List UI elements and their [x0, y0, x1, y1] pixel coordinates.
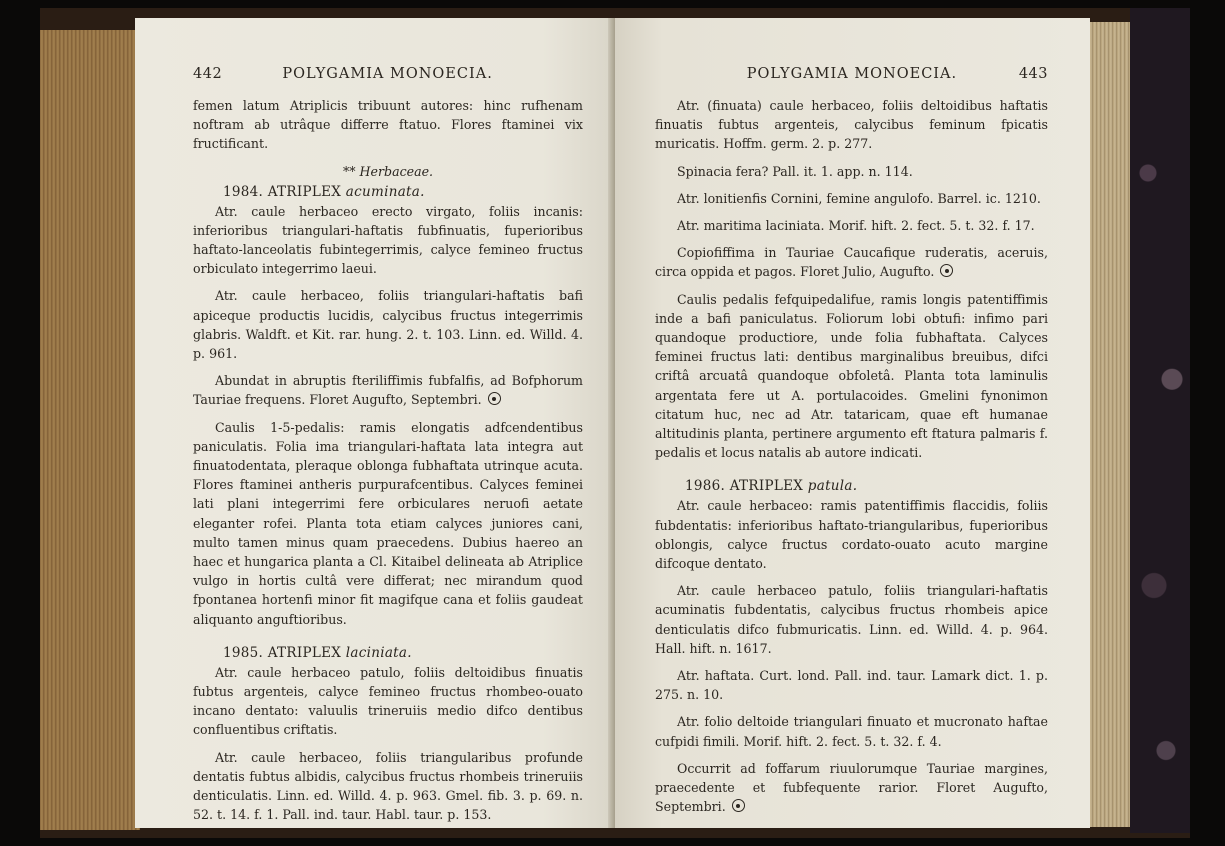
paragraph: Caulis 1-5-pedalis: ramis elongatis adfcendentibus paniculatis. Folia ima triangulari-haftata lata integra aut finuatodentata, pleraque oblonga fubhaftata utrinque acuta. Flores ftaminei antheris purpurafcentibus. Calyces feminei lati plani integerrimi fere orbiculares neruofi aetate eleganter rofei. Planta tota etiam calyces juniores cani, multo tamen minus quam praecedens. Dubius haereo an haec et hungarica planta a Cl. Kitaibel delineata ab Atriplice vulgo in hortis cultâ vere differat; nec mirandum quod fpontanea hortenfi minor fit magifque cana et foliis gaudeat aliquanto anguftioribus. — [193, 419, 583, 627]
paragraph: Atr. (finuata) caule herbaceo, foliis deltoidibus haftatis finuatis fubtus argenteis, calycibus feminum fpicatis muricatis. Hoffm. germ. 2. p. 277. — [655, 98, 1048, 152]
left-page — [135, 18, 615, 828]
species-heading: 1986. ATRIPLEX patula. — [685, 478, 858, 495]
paragraph: Atr. maritima laciniata. Morif. hift. 2. fect. 5. t. 32. f. 17. — [677, 218, 1035, 234]
right-page-edges — [1085, 22, 1135, 827]
paragraph: Copiofiffima in Tauriae Caucafique ruderatis, aceruis, circa oppida et pagos. Floret Julio, Augufto. — [655, 245, 1048, 280]
left-page-edges — [40, 30, 140, 830]
perennial-symbol-icon — [940, 264, 953, 277]
species-heading: 1985. ATRIPLEX laciniata. — [223, 644, 412, 661]
paragraph: Atr. caule herbaceo, foliis triangularibus profunde dentatis fubtus albidis, calycibus fructus rhombeis trineruiis denticulatis. Linn. ed. Willd. 4. p. 963. Gmel. fib. 3. p. 69. n. 52. t. 14. f. 1. Pall. ind. taur. Habl. taur. p. 153. — [193, 749, 583, 823]
left-page-header — [193, 66, 583, 82]
paragraph: femen latum Atriplicis tribuunt autores: hinc rufhenam noftram ab utrâque differre ftatuo. Flores ftaminei vix fructificant. — [193, 98, 583, 152]
right-page — [615, 18, 1090, 828]
right-page-header — [655, 66, 1048, 82]
paragraph: Caulis pedalis fefquipedalifue, ramis longis patentiffimis inde a bafi paniculatus. Foliorum lobi obtufi: infimo pari quandoque productiore, unde folia fubhaftata. Calyces feminei fructus lati: dentibus marginalibus breuibus, difci criftâ arcuatâ quandoque obfoletâ. Planta tota laminulis argentata fere ut A. portulacoides. Gmelini fynonimon citatum huc, nec ad Atr. tataricam, quae eft humanae altitudinis planta, pertinere argumento eft ftatura palmaris f. pedalis et locus natalis ab autore indicati. — [655, 291, 1048, 461]
paragraph: Atr. lonitienfis Cornini, femine angulofo. Barrel. ic. 1210. — [677, 190, 1041, 206]
perennial-symbol-icon — [732, 799, 745, 812]
paragraph: Atr. caule herbaceo: ramis patentiffimis flaccidis, foliis fubdentatis: inferioribus haftato-triangularibus, fuperioribus oblongis, calyce fructus cordato-ouato acuto margine difcoque dentato. — [655, 498, 1048, 572]
perennial-symbol-icon — [488, 392, 501, 405]
paragraph: Atr. folio deltoide triangulari finuato et mucronato haftae cufpidi fimili. Morif. hift. 2. fect. 5. t. 32. f. 4. — [655, 714, 1048, 749]
running-title: POLYGAMIA MONOECIA. — [746, 66, 958, 82]
paragraph: Atr. caule herbaceo erecto virgato, foliis incanis: inferioribus triangulari-haftatis fubfinuatis, fuperioribus haftato-lanceolatis fubintegerrimis, calyce femineo fructus orbiculato integerrimo laeui. — [193, 203, 583, 277]
paragraph: Spinacia fera? Pall. it. 1. app. n. 114. — [677, 163, 913, 179]
paragraph: Atr. caule herbaceo, foliis triangulari-haftatis bafi apiceque productis lucidis, calycibus fructus integerrimis glabris. Waldft. et Kit. rar. hung. 2. t. 103. Linn. ed. Willd. 4. p. 961. — [193, 288, 583, 362]
marbled-cover — [1130, 8, 1190, 833]
paragraph: Atr. caule herbaceo patulo, foliis triangulari-haftatis acuminatis fubdentatis, calycibus fructus rhombeis apice denticulatis difco fubmuricatis. Linn. ed. Willd. 4. p. 964. Hall. hift. n. 1617. — [655, 583, 1048, 656]
page-number: 442 — [193, 66, 223, 82]
page-number: 443 — [1018, 66, 1048, 82]
section-heading: ** Herbaceae. — [342, 163, 434, 179]
paragraph: Abundat in abruptis fteriliffimis fubfalfis, ad Bofphorum Tauriae frequens. Floret Augufto, Septembri. — [193, 373, 583, 408]
paragraph: Occurrit ad foffarum riuulorumque Tauriae margines, praecedente et fubfequente rarior. Floret Augufto, Septembri. — [655, 760, 1048, 815]
species-heading: 1984. ATRIPLEX acuminata. — [223, 183, 425, 200]
running-title: POLYGAMIA MONOECIA. — [282, 66, 493, 82]
paragraph: Atr. caule herbaceo patulo, foliis deltoidibus finuatis fubtus argenteis, calyce femineo fructus rhombeo-ouato incano dentato: valuulis trineruiis medio difco dentibus confluentibus criftatis. — [193, 664, 583, 738]
paragraph: Atr. haftata. Curt. lond. Pall. ind. taur. Lamark dict. 1. p. 275. n. 10. — [655, 668, 1048, 703]
